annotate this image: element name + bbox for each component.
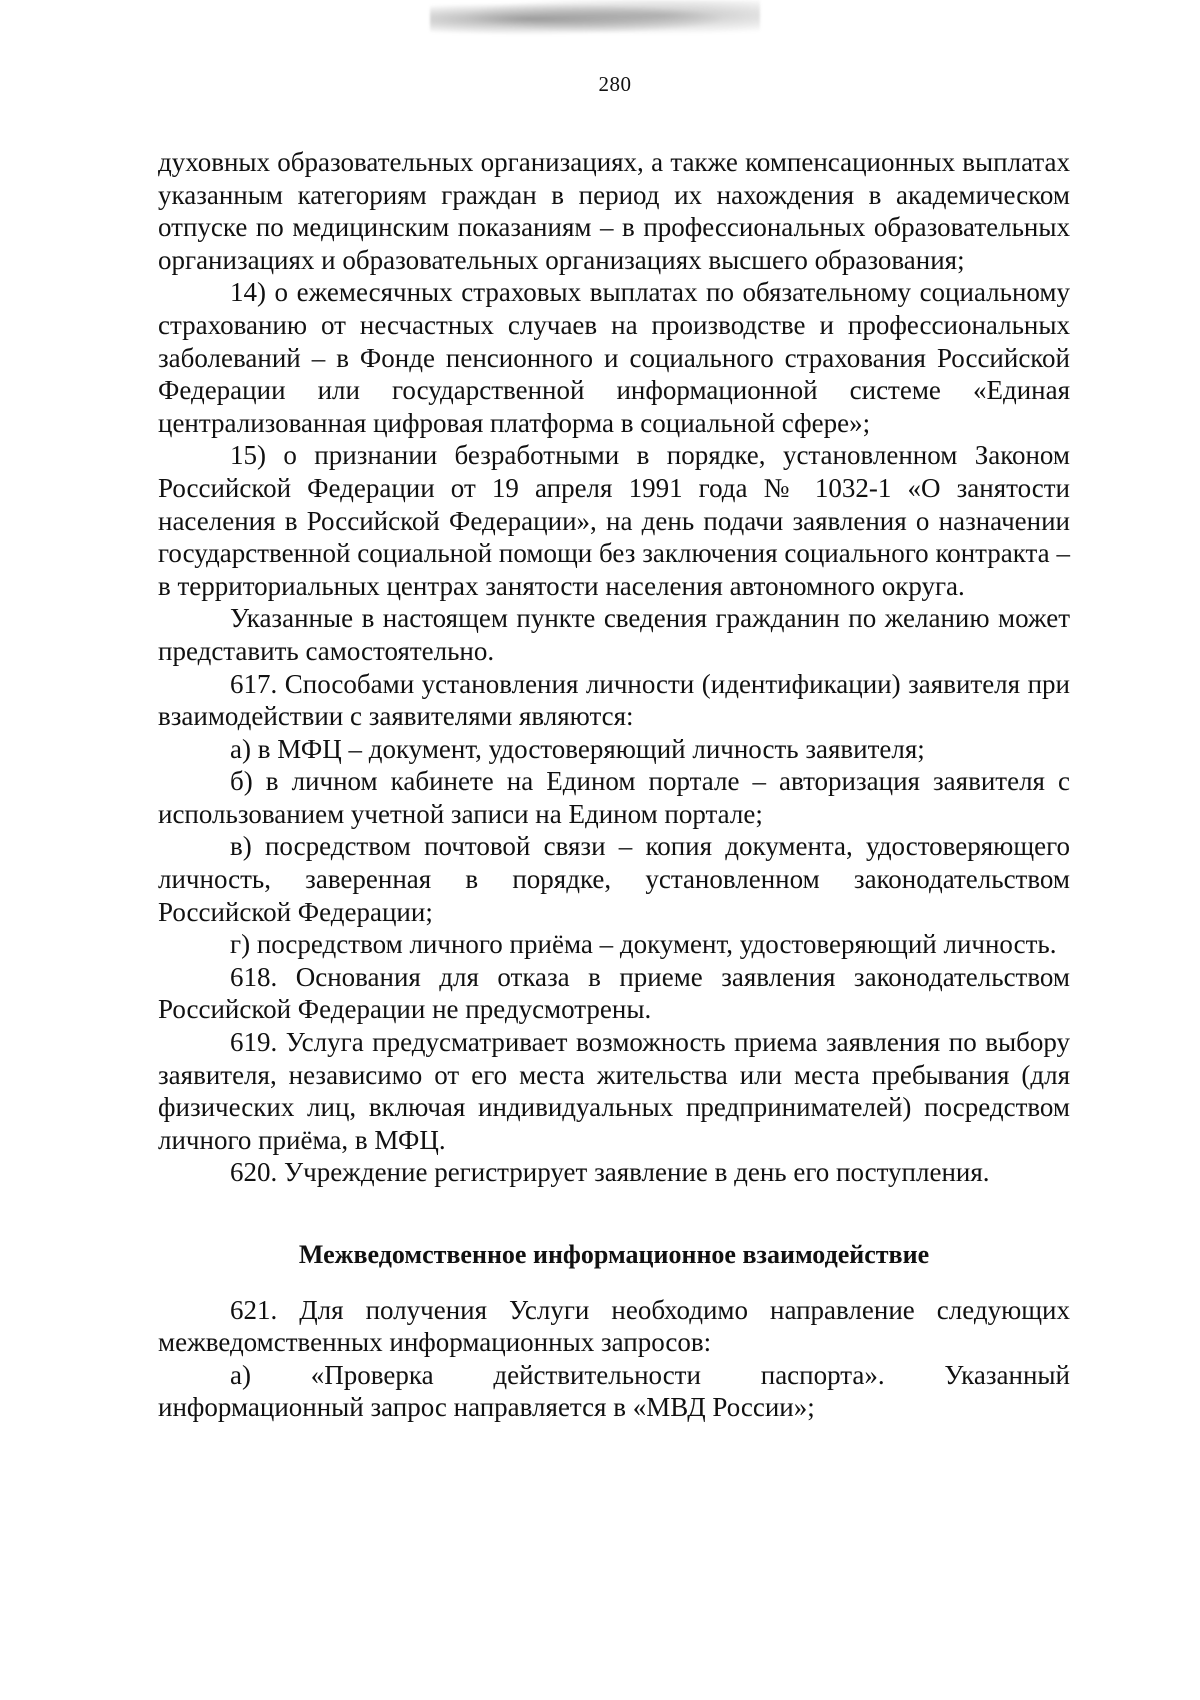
paragraph-621-a: а) «Проверка действительности паспорта». Указанный информационный запрос направляется в «МВД России»; — [158, 1359, 1070, 1423]
paragraph-621: 621. Для получения Услуги необходимо направление следующих межведомственных информационных запросов: — [158, 1294, 1070, 1358]
section-heading: Межведомственное информационное взаимодействие — [298, 1240, 930, 1269]
paragraph-618: 618. Основания для отказа в приеме заявления законодательством Российской Федерации не предусмотрены. — [158, 961, 1070, 1025]
paragraph-617-a: а) в МФЦ – документ, удостоверяющий личность заявителя; — [230, 733, 925, 764]
paragraph-617: 617. Способами установления личности (идентификации) заявителя при взаимодействии с заявителями являются: — [158, 668, 1070, 732]
paragraph-note: Указанные в настоящем пункте сведения гражданин по желанию может представить самостоятельно. — [158, 603, 1070, 666]
paragraph-617-b: б) в личном кабинете на Едином портале – авторизация заявителя с использованием учетной записи на Едином портале; — [158, 766, 1070, 829]
page-number: 280 — [598, 72, 632, 96]
paragraph-620: 620. Учреждение регистрирует заявление в день его поступления. — [230, 1157, 990, 1188]
paragraph-item-14: 14) о ежемесячных страховых выплатах по обязательному социальному страхованию от несчастных случаев на производстве и профессиональных заболеваний – в Фонде пенсионного и социального страхования Российской Федерации или государственной информационной системе «Единая централизованная цифровая платформа в социальной сфере»; — [158, 277, 1070, 438]
paragraph-617-g: г) посредством личного приёма – документ, удостоверяющий личность. — [230, 929, 1057, 960]
scan-smudge — [430, 0, 760, 38]
paragraph-item-15: 15) о признании безработными в порядке, установленном Законом Российской Федерации от 19 апреля 1991 года № 1032-1 «О занятости населения в Российской Федерации», на день подачи заявления о назначении государственной социальной помощи без заключения социального контракта – в территориальных центрах занятости населения автономного округа. — [158, 440, 1070, 601]
document-body — [158, 146, 1070, 1424]
paragraph-619: 619. Услуга предусматривает возможность приема заявления по выбору заявителя, независимо от его места жительства или места пребывания (для физических лиц, включая индивидуальных предпринимателей) посредством личного приёма, в МФЦ. — [158, 1027, 1070, 1155]
paragraph-continuation: духовных образовательных организациях, а также компенсационных выплатах указанным категориям граждан в период их нахождения в академическом отпуске по медицинским показаниям – в профессиональных образовательных организациях и образовательных организациях высшего образования; — [158, 147, 1070, 275]
paragraph-617-v: в) посредством почтовой связи – копия документа, удостоверяющего личность, заверенная в порядке, установленном законодательством Российской Федерации; — [158, 831, 1070, 927]
